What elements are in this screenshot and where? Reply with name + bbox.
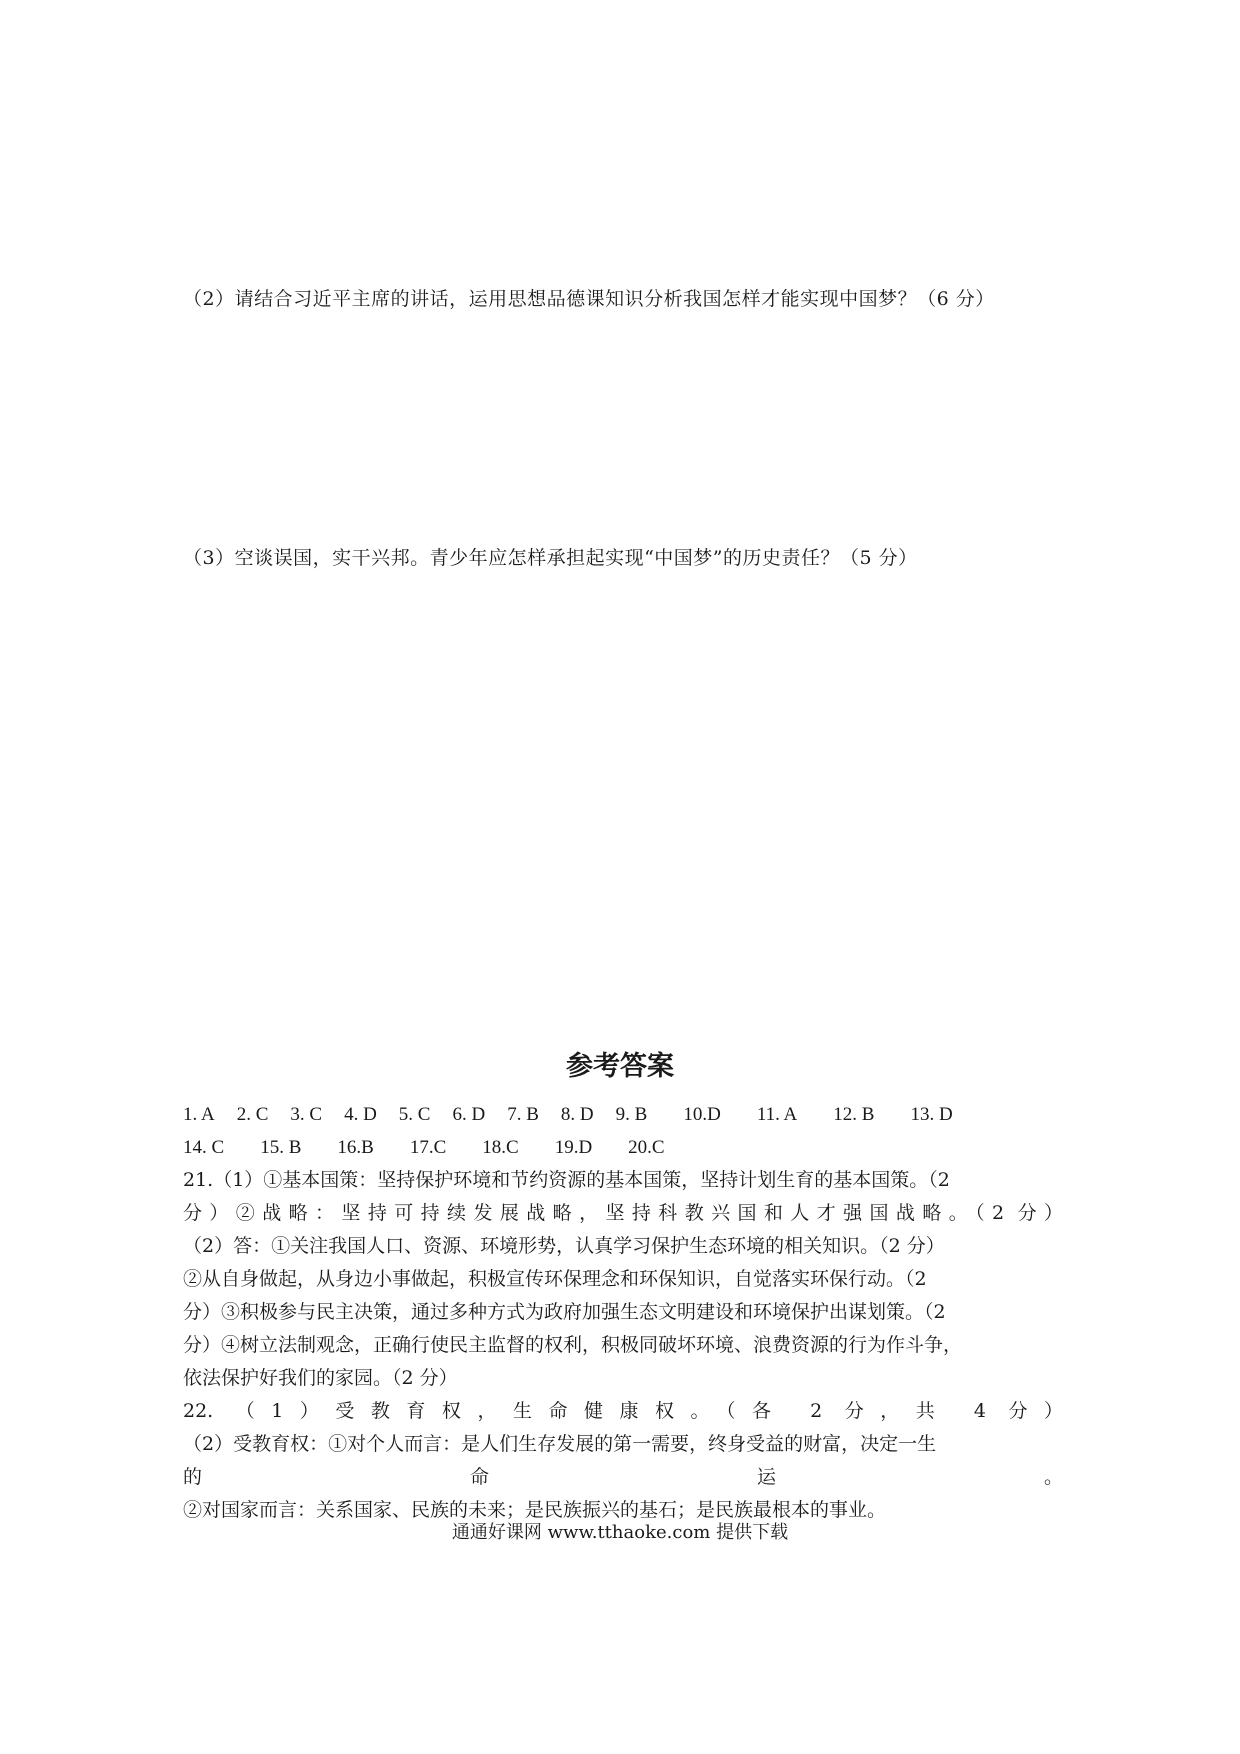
choice-answer: 19.D	[554, 1137, 593, 1158]
answer-line: ②对国家而言：关系国家、民族的未来；是民族振兴的基石；是民族最根本的事业。	[183, 1499, 887, 1521]
choice-answer: 18.C	[482, 1137, 519, 1158]
choice-answer: 16.B	[337, 1137, 374, 1158]
choice-answer: 20.C	[628, 1137, 665, 1158]
answer-line: ②从自身做起，从身边小事做起，积极宣传环保理念和环保知识，自觉落实环保行动。（2	[183, 1268, 927, 1290]
answer-line: （2）答：①关注我国人口、资源、环境形势，认真学习保护生态环境的相关知识。（2 分）	[183, 1235, 945, 1257]
choice-answer: 7. B	[507, 1104, 539, 1125]
answer-line: 分）③积极参与民主决策，通过多种方式为政府加强生态文明建设和环境保护出谋划策。（2	[183, 1301, 946, 1323]
question-3: （3）空谈误国，实干兴邦。青少年应怎样承担起实现“中国梦”的历史责任？（5 分）	[183, 547, 918, 569]
question-2: （2）请结合习近平主席的讲话，运用思想品德课知识分析我国怎样才能实现中国梦？（6 分）	[183, 288, 995, 310]
answer-key-title: 参考答案	[566, 1051, 674, 1082]
choice-answer: 12. B	[833, 1104, 875, 1125]
answer-line: 分）②战略：坚持可持续发展战略，坚持科教兴国和人才强国战略。（2 分）	[183, 1202, 1063, 1224]
answer-line: 21.（1）①基本国策：坚持保护环境和节约资源的基本国策，坚持计划生育的基本国策。（2	[183, 1169, 950, 1191]
choice-answer: 9. B	[615, 1104, 648, 1125]
choice-answer: 17.C	[409, 1137, 447, 1158]
choice-answers-row-1	[183, 1098, 1063, 1131]
choice-answer: 13. D	[910, 1104, 953, 1125]
choice-answer: 8. D	[560, 1104, 594, 1125]
choice-answers-row-2	[183, 1131, 1063, 1164]
choice-answer: 10.D	[683, 1104, 721, 1125]
choice-answer: 1. A	[183, 1104, 215, 1125]
choice-answer: 5. C	[398, 1104, 431, 1125]
choice-answer: 4. D	[344, 1104, 377, 1125]
answer-line: 22. （1）受教育权，生命健康权。（各 2 分，共 4 分）	[183, 1400, 1063, 1422]
answer-line: 的 命 运 。	[183, 1466, 1063, 1488]
choice-answer: 6. D	[452, 1104, 486, 1125]
choice-answer: 14. C	[183, 1137, 225, 1158]
page-footer: 通通好课网 www.tthaoke.com 提供下载	[451, 1522, 789, 1543]
choice-answer: 2. C	[236, 1104, 269, 1125]
answer-key-body	[183, 1098, 1063, 1527]
choice-answer: 3. C	[290, 1104, 323, 1125]
choice-answer: 15. B	[260, 1137, 302, 1158]
choice-answer: 11. A	[756, 1104, 798, 1125]
answer-line: （2）受教育权：①对个人而言：是人们生存发展的第一需要，终身受益的财富，决定一生	[183, 1433, 937, 1455]
answer-line: 依法保护好我们的家园。（2 分）	[183, 1367, 458, 1389]
answer-line: 分）④树立法制观念，正确行使民主监督的权利，积极同破坏环境、浪费资源的行为作斗争，	[183, 1334, 963, 1356]
